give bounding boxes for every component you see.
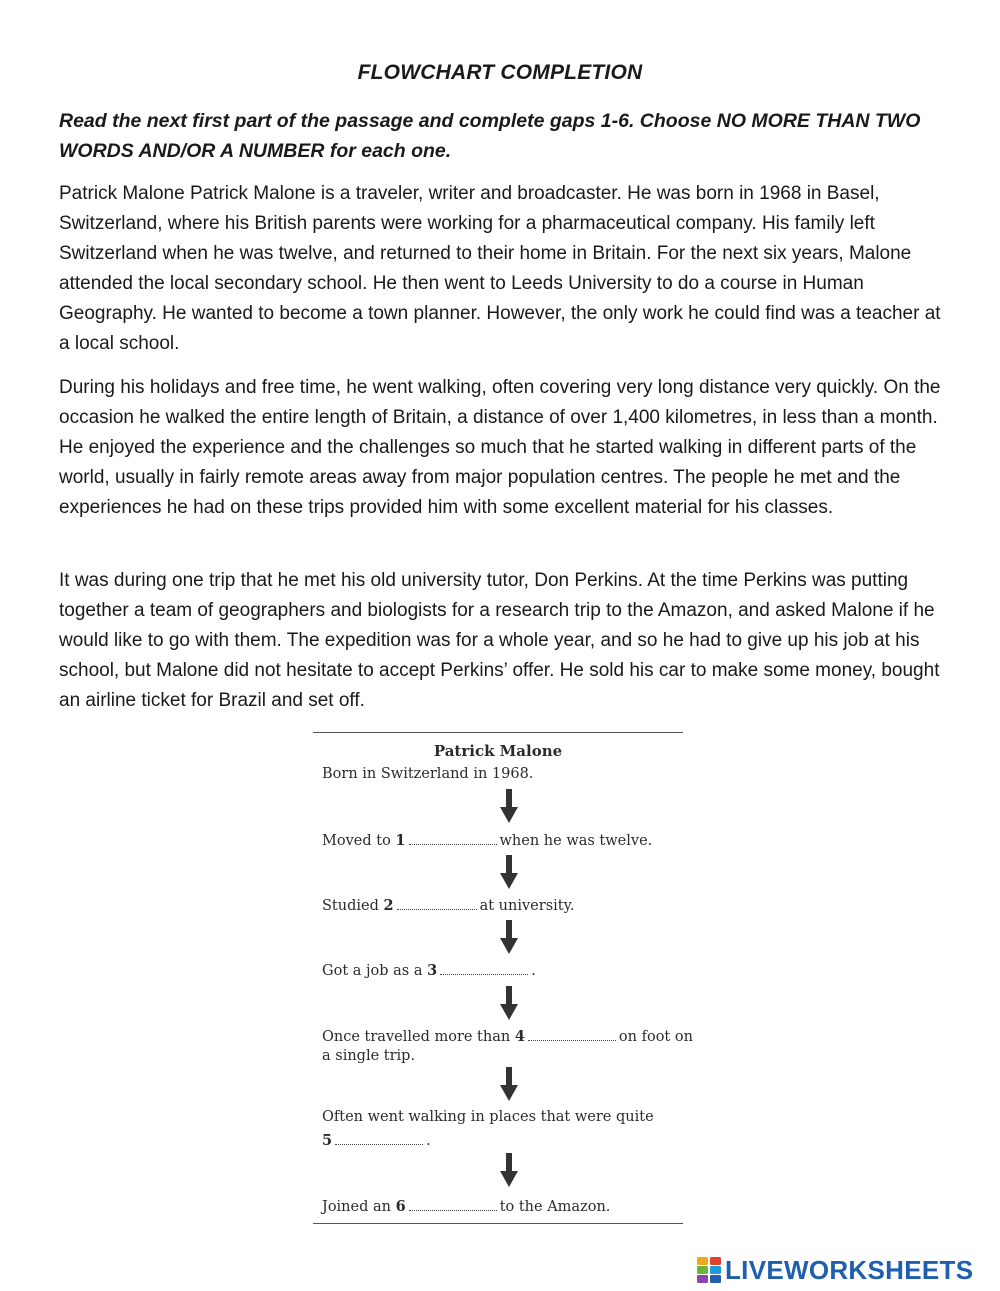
gap-2-blank[interactable] xyxy=(397,908,477,910)
flowchart-step-4: Once travelled more than 4 on foot on xyxy=(322,1028,693,1045)
gap-number-5: 5 xyxy=(322,1132,333,1149)
down-arrow-icon xyxy=(499,1153,519,1187)
flowchart-start: Born in Switzerland in 1968. xyxy=(322,766,534,782)
flowchart-title: Patrick Malone xyxy=(433,742,563,760)
gap-3-blank[interactable] xyxy=(440,973,528,975)
down-arrow-icon xyxy=(499,920,519,954)
gap-1-blank[interactable] xyxy=(409,843,497,845)
brand-name: LIVEWORKSHEETS xyxy=(725,1255,974,1285)
gap-number-1: 1 xyxy=(395,832,406,849)
gap-6-blank[interactable] xyxy=(409,1209,497,1211)
flowchart-step-4-line2: a single trip. xyxy=(322,1048,416,1064)
passage-paragraph-3: It was during one trip that he met his old university tutor, Don Perkins. At the time Perkins was putting together a team of geographers and biologists for a research trip to the Amazon, and asked Malone if he would like to go with them. The expedition was for a whole year, and so he had to give up his job at his school, but Malone did not hesitate to accept Perkins’ offer. He sold his car to make some money, bought an airline ticket for Brazil and set off. xyxy=(59,570,940,711)
gap-number-6: 6 xyxy=(395,1198,406,1215)
down-arrow-icon xyxy=(499,986,519,1020)
flowchart-step-3: Got a job as a 3 . xyxy=(322,962,536,979)
gap-4-blank[interactable] xyxy=(528,1039,616,1041)
gap-number-3: 3 xyxy=(427,962,438,979)
liveworksheets-logo xyxy=(697,1256,997,1284)
flowchart-step-5: Often went walking in places that were quite xyxy=(322,1109,654,1125)
flowchart-step-1: Moved to 1 when he was twelve. xyxy=(322,832,653,849)
liveworksheets-logo-icon xyxy=(697,1257,721,1283)
passage-paragraph-1: Patrick Malone Patrick Malone is a traveler, writer and broadcaster. He was born in 1968 in Basel, Switzerland, where his British parents were working for a pharmaceutical company. His family left Switzerland when he was twelve, and returned to their home in Britain. For the next six years, Malone attended the local secondary school. He then went to Leeds University to do a course in Human Geography. He wanted to become a town planner. However, the only work he could find was a teacher at a local school. xyxy=(59,183,941,354)
down-arrow-icon xyxy=(499,855,519,889)
down-arrow-icon xyxy=(499,1067,519,1101)
gap-5-blank[interactable] xyxy=(335,1143,423,1145)
flowchart-step-2: Studied 2 at university. xyxy=(322,897,575,914)
flowchart-step-6: Joined an 6 to the Amazon. xyxy=(322,1198,611,1215)
gap-number-4: 4 xyxy=(514,1028,525,1045)
flowchart xyxy=(313,732,693,1224)
passage-paragraph-2: During his holidays and free time, he went walking, often covering very long distance very quickly. On the occasion he walked the entire length of Britain, a distance of over 1,400 kilometres, in less than a month. He enjoyed the experience and the challenges so much that he started walking in different parts of the world, usually in fairly remote areas away from major population centres. The people he met and the experiences he had on these trips provided him with some excellent material for his classes. xyxy=(59,377,941,518)
flowchart-step-5-line2: 5 . xyxy=(322,1132,431,1149)
gap-number-2: 2 xyxy=(383,897,394,914)
instructions: Read the next first part of the passage and complete gaps 1-6. Choose NO MORE THAN TWO WORDS AND/OR A NUMBER for each one. xyxy=(59,110,921,162)
down-arrow-icon xyxy=(499,789,519,823)
worksheet-title: FLOWCHART COMPLETION xyxy=(357,61,643,84)
